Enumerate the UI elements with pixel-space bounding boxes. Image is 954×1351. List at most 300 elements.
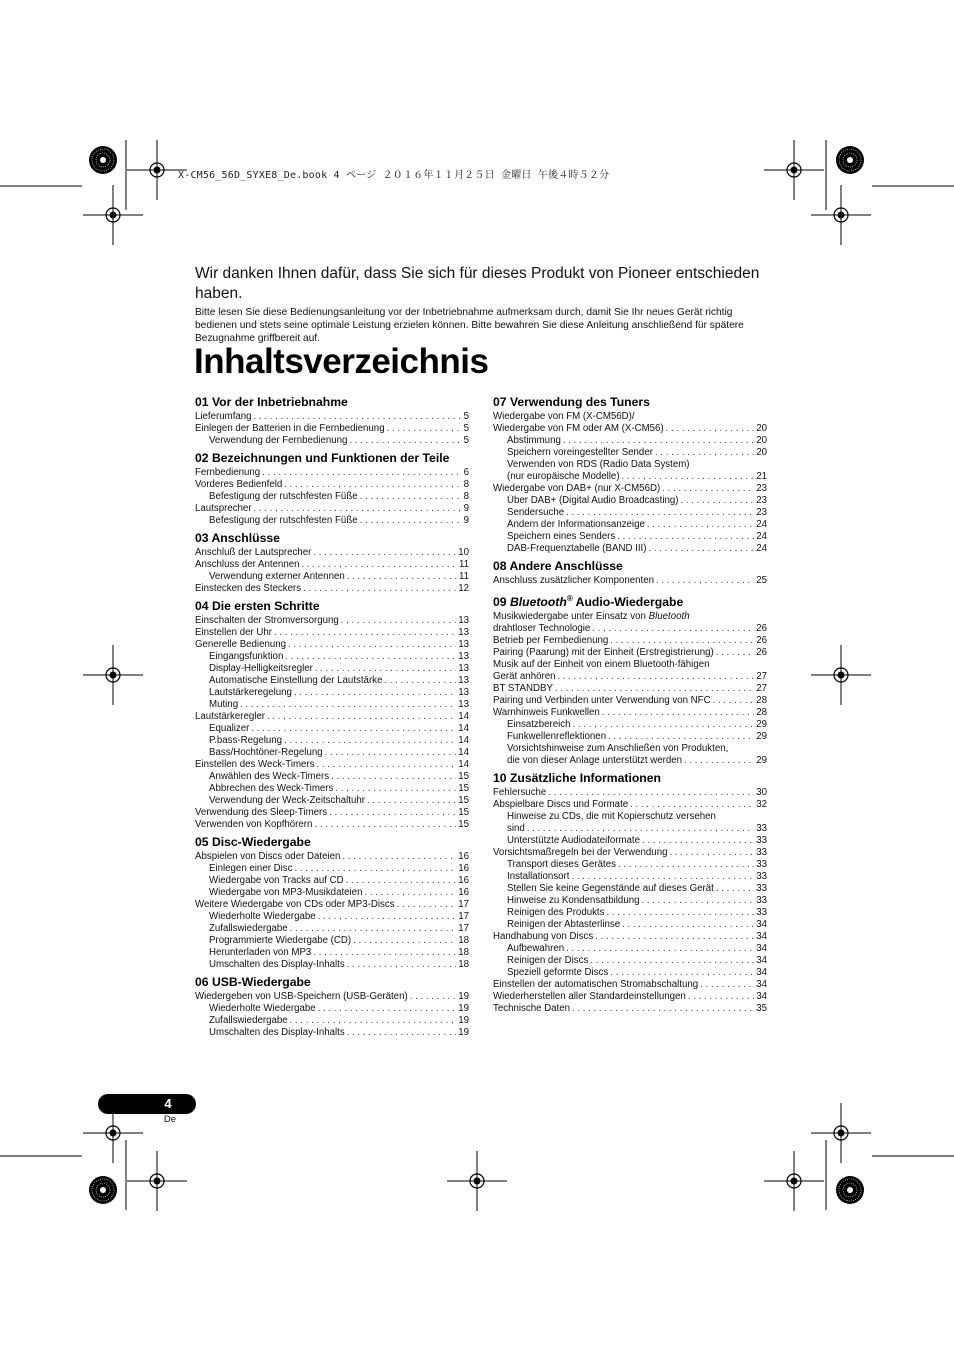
toc-entry-text: Fernbedienung — [195, 467, 261, 478]
toc-entry[interactable] — [493, 507, 767, 519]
dot-leader — [602, 707, 754, 719]
toc-entry-page: 34 — [756, 943, 767, 955]
toc-entry[interactable] — [493, 575, 767, 587]
toc-entry-page: 18 — [458, 947, 469, 958]
toc-entry[interactable] — [195, 759, 469, 771]
toc-entry-text: Pairing und Verbinden unter Verwendung von NFC — [493, 695, 711, 707]
toc-entry[interactable] — [195, 875, 469, 887]
toc-entry-page: 17 — [458, 911, 469, 922]
toc-entry[interactable] — [493, 531, 767, 543]
toc-entry[interactable] — [195, 627, 469, 639]
toc-entry-title — [195, 711, 265, 723]
toc-entry-text: Einstellen des Weck-Timers — [195, 759, 315, 770]
dot-leader — [573, 719, 755, 731]
toc-entry[interactable] — [195, 1015, 469, 1027]
toc-entry-text: P.bass-Regelung — [209, 735, 283, 746]
toc-entry-page: 34 — [756, 955, 767, 967]
toc-entry[interactable] — [195, 863, 469, 875]
toc-entry-text: Anschluss zusätzlicher Komponenten — [493, 575, 655, 586]
toc-entry[interactable] — [195, 467, 469, 479]
toc-entry[interactable] — [195, 615, 469, 627]
dot-leader — [590, 955, 754, 967]
toc-entry-title — [507, 495, 679, 507]
page-language: De — [163, 1114, 177, 1125]
toc-entry-title — [195, 559, 299, 571]
toc-entry[interactable] — [195, 899, 469, 911]
toc-entry[interactable] — [493, 847, 767, 859]
dot-leader — [317, 759, 457, 771]
toc-entry-title — [507, 471, 620, 483]
toc-entry[interactable] — [493, 695, 767, 707]
toc-entry-text: Installationsort — [507, 871, 570, 883]
toc-entry-text: Abstimmung — [507, 435, 561, 446]
toc-entry[interactable] — [493, 931, 767, 943]
toc-entry-page: 33 — [756, 823, 767, 835]
toc-entry-text: die von dieser Anlage unterstützt werden — [507, 755, 683, 767]
toc-entry-text: DAB-Frequenztabelle (BAND III) — [507, 543, 647, 554]
toc-entry-title — [507, 731, 606, 743]
toc-entry-text: Wiederholte Wiedergabe — [209, 1003, 316, 1014]
toc-entry-page: 27 — [756, 671, 767, 683]
toc-entry[interactable] — [493, 991, 767, 1003]
toc-entry-title — [493, 575, 654, 587]
toc-entry[interactable] — [493, 459, 767, 471]
dot-leader — [410, 991, 457, 1003]
toc-entry[interactable] — [493, 835, 767, 847]
toc-entry[interactable] — [493, 623, 767, 635]
toc-entry-title — [493, 423, 664, 435]
toc-entry-text: Vorderes Bedienfeld — [195, 479, 283, 490]
toc-entry-page: 35 — [756, 1003, 767, 1015]
toc-entry[interactable] — [195, 1027, 469, 1039]
toc-entry-page: 17 — [458, 899, 469, 910]
dot-leader — [349, 435, 461, 447]
toc-entry-title — [493, 411, 635, 423]
section-number: 09 — [493, 595, 507, 610]
toc-entry[interactable] — [493, 979, 767, 991]
toc-entry-text: Anschluss der Antennen — [195, 559, 300, 570]
toc-entry-text: Wiedergeben von USB-Speichern (USB-Geräten) — [195, 991, 408, 1002]
toc-entry-title — [195, 615, 339, 627]
toc-entry[interactable] — [493, 755, 767, 767]
toc-entry-page: 13 — [458, 651, 469, 662]
toc-entry-page: 26 — [756, 635, 767, 647]
toc-entry[interactable] — [493, 471, 767, 483]
toc-entry-page: 23 — [756, 495, 767, 506]
toc-entry-title — [209, 863, 292, 875]
toc-entry-title — [507, 967, 608, 979]
toc-entry-page: 12 — [458, 583, 469, 594]
toc-section — [195, 975, 469, 1039]
toc-entry-title — [195, 423, 385, 435]
toc-entry-title — [195, 627, 272, 639]
toc-entry-page: 20 — [756, 423, 767, 434]
dot-leader — [716, 883, 754, 895]
dot-leader — [730, 743, 765, 755]
toc-entry-page: 13 — [458, 675, 469, 686]
dot-leader — [284, 735, 456, 747]
toc-entry[interactable] — [195, 515, 469, 527]
dot-leader — [692, 459, 765, 471]
toc-entry-title — [195, 899, 395, 911]
toc-section-title: 02 Bezeichnungen und Funktionen der Teile — [195, 451, 450, 465]
toc-entry[interactable] — [195, 783, 469, 795]
toc-entry-title — [209, 675, 382, 687]
toc-entry-page: 28 — [756, 707, 767, 719]
toc-entry[interactable] — [195, 423, 469, 435]
toc-entry[interactable] — [195, 819, 469, 831]
toc-entry[interactable] — [493, 635, 767, 647]
toc-section — [195, 599, 469, 831]
toc-entry-text: Pairing (Paarung) mit der Einheit (Erstregistrierung) — [493, 647, 714, 659]
dot-leader — [331, 771, 456, 783]
toc-entry[interactable] — [493, 543, 767, 555]
toc-entry-title — [209, 435, 347, 447]
toc-entry[interactable] — [493, 707, 767, 719]
toc-entry-title — [195, 467, 260, 479]
toc-entry-title — [195, 807, 327, 819]
toc-entry-text: Einlegen der Batterien in die Fernbedienung — [195, 423, 385, 434]
dot-leader — [606, 907, 754, 919]
toc-entry-text: Hinweise zu CDs, die mit Kopierschutz versehen — [507, 811, 716, 823]
toc-entry-text: Einlegen einer Disc — [209, 863, 293, 874]
toc-entry-page: 25 — [756, 575, 767, 586]
toc-entry[interactable] — [493, 883, 767, 895]
toc-entry[interactable] — [195, 547, 469, 559]
toc-entry-page: 34 — [756, 991, 767, 1003]
toc-entry-title — [493, 671, 555, 683]
toc-entry[interactable] — [493, 647, 767, 659]
toc-entry[interactable] — [195, 991, 469, 1003]
toc-entry[interactable] — [195, 559, 469, 571]
dot-leader — [314, 819, 456, 831]
toc-entry[interactable] — [195, 959, 469, 971]
toc-entry-page: 26 — [756, 623, 767, 635]
toc-entry-text: Musikwiedergabe unter Einsatz von — [493, 611, 646, 623]
toc-entry[interactable] — [195, 807, 469, 819]
toc-entry[interactable] — [493, 859, 767, 871]
toc-entry-text: Warnhinweis Funkwellen — [493, 707, 600, 719]
toc-entry-page: 26 — [756, 647, 767, 659]
toc-entry[interactable] — [493, 495, 767, 507]
toc-entry-text: Verwenden von Kopfhörern — [195, 819, 313, 830]
toc-entry-page: 14 — [458, 723, 469, 734]
toc-entry[interactable] — [195, 735, 469, 747]
toc-entry-title — [507, 943, 564, 955]
dot-leader — [637, 411, 765, 423]
toc-entry[interactable] — [195, 491, 469, 503]
toc-entry-text: Wiedergabe von FM (X-CM56D)/ — [493, 411, 635, 422]
toc-entry-title — [209, 735, 282, 747]
toc-section — [493, 771, 767, 1015]
dot-leader — [347, 571, 457, 583]
toc-entry[interactable] — [493, 1003, 767, 1015]
toc-entry-title — [209, 947, 311, 959]
toc-entry[interactable] — [195, 887, 469, 899]
dot-leader — [294, 687, 456, 699]
toc-entry[interactable] — [493, 683, 767, 695]
dot-leader — [251, 723, 456, 735]
dot-leader — [288, 639, 456, 651]
toc-entry[interactable] — [493, 943, 767, 955]
toc-entry-title — [493, 991, 686, 1003]
toc-entry-page: 5 — [463, 423, 469, 434]
toc-entry[interactable] — [493, 907, 767, 919]
toc-entry-page: 30 — [756, 787, 767, 799]
intro-text: Bitte lesen Sie diese Bedienungsanleitung vor der Inbetriebnahme aufmerksam durch, damit Sie Ihr neues Gerät richtig bedienen und stets seine optimale Leistung erzielen können. Bitte bewahren Sie diese Anleitung anschließend für spätere Bezugnahme griffbereit auf. — [195, 307, 744, 344]
toc-entry-title — [493, 659, 709, 671]
toc-entry[interactable] — [493, 743, 767, 755]
toc-entry-page: 32 — [756, 799, 767, 811]
toc-entry-title — [493, 611, 690, 623]
toc-entry-title — [209, 935, 351, 947]
toc-entry-text: Herunterladen von MP3 — [209, 947, 312, 958]
toc-entry-page: 13 — [458, 615, 469, 626]
toc-entry-text: Verwendung der Weck-Zeitschaltuhr — [209, 795, 365, 806]
toc-entry-page: 14 — [458, 759, 469, 770]
toc-entry-text: Verwendung externer Antennen — [209, 571, 345, 582]
toc-entry-title — [209, 747, 323, 759]
dot-leader — [666, 423, 755, 435]
toc-entry-title — [493, 483, 660, 495]
toc-entry-title — [507, 835, 640, 847]
toc-entry-page: 14 — [458, 747, 469, 758]
toc-entry-title — [493, 635, 608, 647]
toc-entry[interactable] — [493, 659, 767, 671]
toc-entry-page: 19 — [458, 1027, 469, 1038]
toc-entry-title — [195, 759, 315, 771]
toc-entry-title — [209, 1003, 316, 1015]
toc-entry[interactable] — [493, 519, 767, 531]
toc-entry[interactable] — [195, 639, 469, 651]
toc-entry[interactable] — [493, 423, 767, 435]
toc-entry[interactable] — [493, 799, 767, 811]
toc-entry-title — [195, 583, 301, 595]
toc-entry-page: 16 — [458, 851, 469, 862]
toc-entry[interactable] — [493, 955, 767, 967]
toc-entry-title — [209, 571, 345, 583]
dot-leader — [618, 859, 754, 871]
dot-leader — [566, 943, 754, 955]
toc-entry-title — [507, 859, 616, 871]
toc-entry[interactable] — [493, 731, 767, 743]
toc-entry[interactable] — [493, 483, 767, 495]
toc-entry-text: Funkwellenreflektionen — [507, 731, 607, 743]
toc-entry-page: 33 — [756, 835, 767, 847]
toc-entry-title — [507, 811, 716, 823]
toc-entry-page: 15 — [458, 819, 469, 830]
toc-entry-page: 16 — [458, 887, 469, 898]
toc-section-title: 01 Vor der Inbetriebnahme — [195, 395, 348, 409]
toc-entry[interactable] — [195, 651, 469, 663]
dot-leader — [700, 979, 754, 991]
toc-entry[interactable] — [493, 611, 767, 623]
dot-leader — [713, 695, 755, 707]
toc-entry-title — [209, 771, 329, 783]
toc-entry[interactable] — [195, 851, 469, 863]
toc-entry-title — [507, 459, 690, 471]
intro-title: Wir danken Ihnen dafür, dass Sie sich für dieses Produkt von Pioneer entschieden haben. — [195, 265, 760, 302]
toc-entry[interactable] — [493, 719, 767, 731]
toc-entry-title — [493, 623, 590, 635]
dot-leader — [711, 659, 765, 671]
toc-entry[interactable] — [195, 675, 469, 687]
toc-entry[interactable] — [195, 435, 469, 447]
toc-entry-text: Anschluß der Lautsprecher — [195, 547, 312, 558]
toc-entry-page: 13 — [458, 639, 469, 650]
dot-leader — [384, 675, 456, 687]
toc-entry[interactable] — [493, 871, 767, 883]
toc-entry-page: 11 — [458, 559, 469, 570]
toc-entry-title — [209, 1015, 288, 1027]
toc-entry[interactable] — [195, 747, 469, 759]
toc-entry-page: 33 — [756, 907, 767, 919]
toc-entry-page: 34 — [756, 979, 767, 991]
toc-entry[interactable] — [195, 1003, 469, 1015]
dot-leader — [315, 663, 456, 675]
dot-leader — [566, 507, 754, 519]
toc-entry-page: 15 — [458, 807, 469, 818]
toc-entry-text: Abbrechen des Weck-Timers — [209, 783, 334, 794]
toc-entry[interactable] — [493, 435, 767, 447]
toc-section-title: 07 Verwendung des Tuners — [493, 395, 650, 409]
toc-entry[interactable] — [493, 967, 767, 979]
dot-leader — [647, 519, 754, 531]
dot-leader — [294, 863, 456, 875]
toc-entry[interactable] — [493, 811, 767, 823]
dot-leader — [335, 783, 456, 795]
toc-entry-text: Umschalten des Display-Inhalts — [209, 959, 345, 970]
dot-leader — [688, 991, 754, 1003]
toc-entry[interactable] — [195, 411, 469, 423]
toc-entry[interactable] — [493, 823, 767, 835]
toc-entry-title — [195, 819, 312, 831]
toc-entry[interactable] — [195, 935, 469, 947]
dot-leader — [267, 711, 456, 723]
toc-entry[interactable] — [195, 687, 469, 699]
toc-entry-page: 15 — [458, 795, 469, 806]
toc-entry-title — [493, 799, 628, 811]
toc-section — [493, 559, 767, 587]
toc-entry-page: 20 — [756, 435, 767, 446]
toc-section — [195, 451, 469, 527]
toc-entry[interactable] — [493, 787, 767, 799]
toc-entry-text: Aufbewahren — [507, 943, 565, 955]
toc-entry-text: Programmierte Wiedergabe (CD) — [209, 935, 352, 946]
toc-entry-page: 34 — [756, 931, 767, 943]
toc-entry-text: Generelle Bedienung — [195, 639, 287, 650]
toc-entry-text: Reinigen der Discs — [507, 955, 589, 967]
toc-entry[interactable] — [493, 411, 767, 423]
toc-entry-text: Lieferumfang — [195, 411, 252, 422]
toc-entry-page: 23 — [756, 507, 767, 518]
toc-entry-text: Über DAB+ (Digital Audio Broadcasting) — [507, 495, 679, 506]
dot-leader — [240, 699, 456, 711]
toc-entry-page: 11 — [458, 571, 469, 582]
toc-entry[interactable] — [195, 947, 469, 959]
toc-entry[interactable] — [493, 895, 767, 907]
toc-entry-page: 16 — [458, 875, 469, 886]
toc-entry-text: BT STANDBY — [493, 683, 553, 695]
toc-entry-title — [209, 723, 249, 735]
toc-entry-text: Abspielen von Discs oder Dateien — [195, 851, 341, 862]
dot-leader — [301, 559, 456, 571]
dot-leader — [648, 543, 754, 555]
toc-entry[interactable] — [195, 771, 469, 783]
toc-entry-page: 15 — [458, 783, 469, 794]
dot-leader — [346, 875, 457, 887]
toc-entry[interactable] — [195, 699, 469, 711]
dot-leader — [555, 683, 754, 695]
toc-entry-title — [507, 435, 561, 447]
toc-entry-title — [493, 683, 553, 695]
toc-entry[interactable] — [195, 711, 469, 723]
toc-entry-title — [209, 887, 362, 899]
toc-entry-title — [493, 787, 546, 799]
toc-entry-title — [195, 479, 282, 491]
toc-section-title — [493, 591, 767, 610]
toc-section-title: 08 Andere Anschlüsse — [493, 559, 623, 573]
toc-entry[interactable] — [195, 503, 469, 515]
toc-section-title: 10 Zusätzliche Informationen — [493, 771, 661, 786]
dot-leader — [622, 471, 755, 483]
dot-leader — [397, 899, 457, 911]
toc-entry-title — [493, 931, 593, 943]
toc-entry[interactable] — [195, 723, 469, 735]
dot-leader — [716, 647, 754, 659]
toc-section-title: 03 Anschlüsse — [195, 531, 280, 545]
toc-entry-page: 34 — [756, 967, 767, 979]
toc-entry[interactable] — [195, 923, 469, 935]
toc-entry-title — [209, 515, 358, 527]
dot-leader — [325, 747, 457, 759]
toc-entry-page: 13 — [458, 687, 469, 698]
section-title-rest: Audio-Wiedergabe — [575, 595, 684, 610]
toc-entry-page: 29 — [756, 755, 767, 767]
toc-left-column — [195, 395, 469, 1043]
toc-entry-title — [493, 979, 698, 991]
toc-entry-text: Abspielbare Discs und Formate — [493, 799, 629, 811]
toc-entry[interactable] — [493, 671, 767, 683]
toc-entry-page: 33 — [756, 895, 767, 907]
toc-entry[interactable] — [195, 479, 469, 491]
toc-entry[interactable] — [493, 447, 767, 459]
toc-entry-title — [209, 1027, 345, 1039]
toc-entry[interactable] — [195, 795, 469, 807]
toc-entry-text: Weitere Wiedergabe von CDs oder MP3-Discs — [195, 899, 395, 910]
dot-leader — [718, 811, 765, 823]
dot-leader — [274, 627, 456, 639]
toc-entry[interactable] — [195, 571, 469, 583]
dot-leader — [347, 1027, 457, 1039]
toc-entry-text: Speziell geformte Discs — [507, 967, 609, 979]
toc-entry[interactable] — [195, 911, 469, 923]
toc-entry-text: Vorsichtshinweise zum Anschließen von Produkten, — [507, 743, 729, 755]
dot-leader — [692, 611, 765, 623]
toc-entry-text: Reinigen des Produkts — [507, 907, 605, 919]
toc-section-title: 05 Disc-Wiedergabe — [195, 835, 311, 849]
toc-entry-text: Speichern eines Senders — [507, 531, 616, 542]
toc-entry-page: 19 — [458, 991, 469, 1002]
toc-entry[interactable] — [493, 919, 767, 931]
toc-entry[interactable] — [195, 583, 469, 595]
dot-leader — [341, 615, 456, 627]
toc-entry-page: 5 — [463, 411, 469, 422]
dot-leader — [572, 1003, 754, 1015]
toc-entry[interactable] — [195, 663, 469, 675]
toc-entry-title — [493, 707, 600, 719]
toc-entry-text: Bass/Hochtöner-Regelung — [209, 747, 323, 758]
